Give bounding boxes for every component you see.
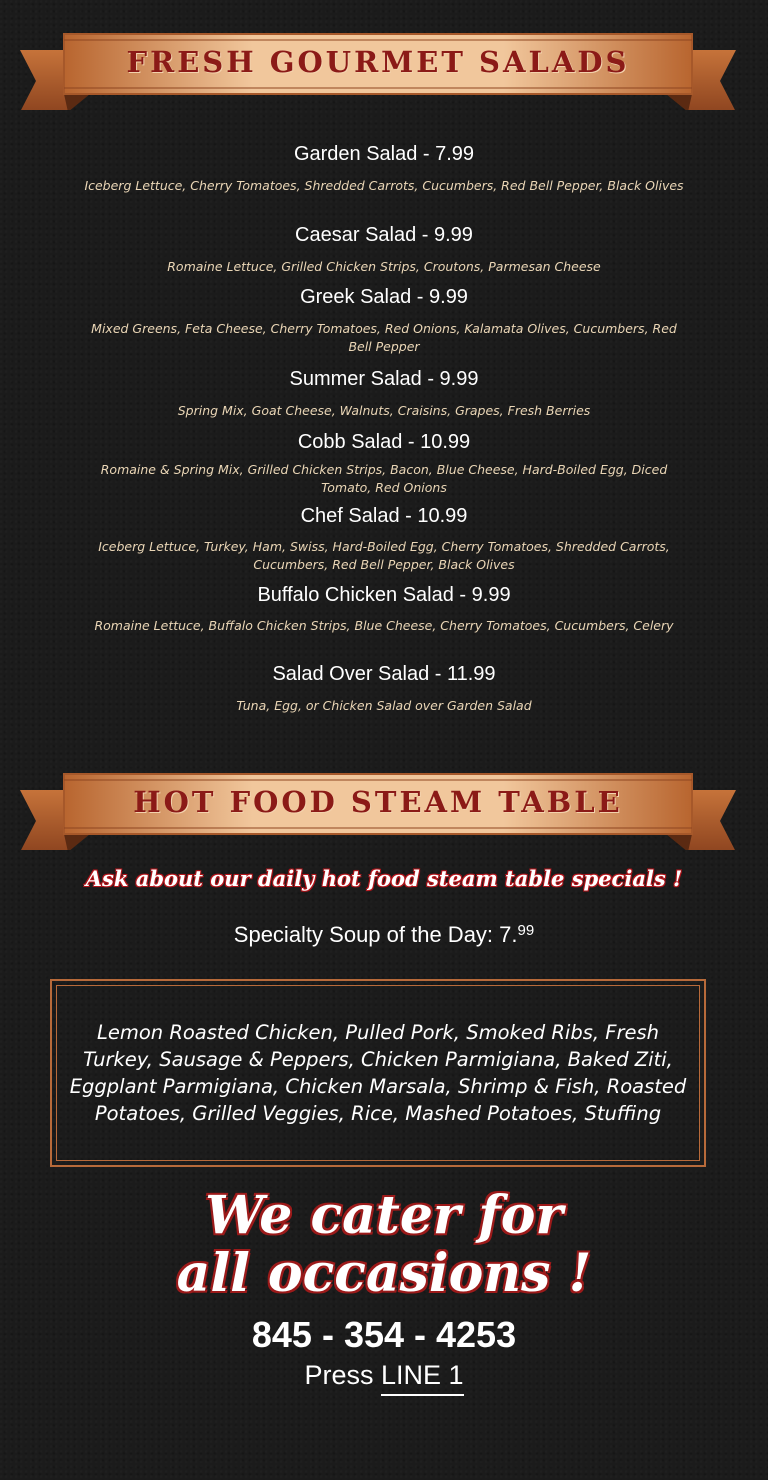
soup-label: Specialty Soup of the Day: 7. [233, 922, 518, 947]
salad-item-desc: Romaine Lettuce, Grilled Chicken Strips, Croutons, Parmesan Cheese [167, 259, 601, 274]
soup-of-the-day [40, 922, 728, 948]
press-prefix: Press [304, 1360, 381, 1390]
salad-item-name: Salad Over Salad - 11.99 [272, 663, 496, 685]
catering-line-2: all occasions ! [176, 1243, 592, 1304]
salad-item-desc: Iceberg Lettuce, Cherry Tomatoes, Shredded Carrots, Cucumbers, Red Bell Pepper, Black Olives [84, 178, 684, 193]
salad-item-desc: Romaine & Spring Mix, Grilled Chicken Strips, Bacon, Blue Cheese, Hard-Boiled Egg, Diced Tomato, Red Onions [100, 462, 668, 495]
salad-item-name: Caesar Salad - 9.99 [295, 224, 473, 246]
catering-line-1: We cater for [205, 1185, 563, 1246]
specials-note: Ask about our daily hot food steam table specials ! [85, 866, 683, 891]
salad-item-name: Cobb Salad - 10.99 [297, 431, 471, 453]
hot-food-banner [20, 770, 736, 850]
salad-item-desc: Iceberg Lettuce, Turkey, Ham, Swiss, Hard-Boiled Egg, Cherry Tomatoes, Shredded Carrots, Cucumbers, Red Bell Pepper, Black Olives [98, 539, 670, 572]
line-1-label: LINE 1 [381, 1360, 464, 1396]
salad-item-name: Garden Salad - 7.99 [293, 143, 475, 165]
salads-title: FRESH GOURMET SALADS [126, 45, 630, 79]
salad-item-name: Summer Salad - 9.99 [289, 368, 479, 390]
salad-item-desc: Tuna, Egg, or Chicken Salad over Garden Salad [236, 698, 532, 713]
hot-food-title: HOT FOOD STEAM TABLE [133, 785, 623, 819]
hot-food-items: Lemon Roasted Chicken, Pulled Pork, Smoked Ribs, Fresh Turkey, Sausage & Peppers, Chicken Parmigiana, Baked Ziti, Eggplant Parmigiana, Chicken Marsala, Shrimp & Fish, Roasted Potatoes, Grilled Veggies, Rice, Mashed Potatoes, Stuffing [56, 985, 700, 1161]
salad-item-name: Greek Salad - 9.99 [300, 286, 468, 308]
salad-item-name: Chef Salad - 10.99 [300, 505, 468, 527]
salad-item-desc: Mixed Greens, Feta Cheese, Cherry Tomatoes, Red Onions, Kalamata Olives, Cucumbers, Red Bell Pepper [91, 321, 677, 354]
hot-food-box [50, 979, 706, 1167]
salad-item-desc: Romaine Lettuce, Buffalo Chicken Strips, Blue Cheese, Cherry Tomatoes, Cucumbers, Celery [94, 618, 674, 633]
salad-item-desc: Spring Mix, Goat Cheese, Walnuts, Craisins, Grapes, Fresh Berries [177, 403, 591, 418]
phone-number[interactable]: 845 - 354 - 4253 [251, 1314, 517, 1355]
salads-banner [20, 30, 736, 110]
salad-item-name: Buffalo Chicken Salad - 9.99 [257, 584, 511, 606]
soup-cents: 99 [517, 922, 535, 939]
press-line [40, 1360, 728, 1391]
